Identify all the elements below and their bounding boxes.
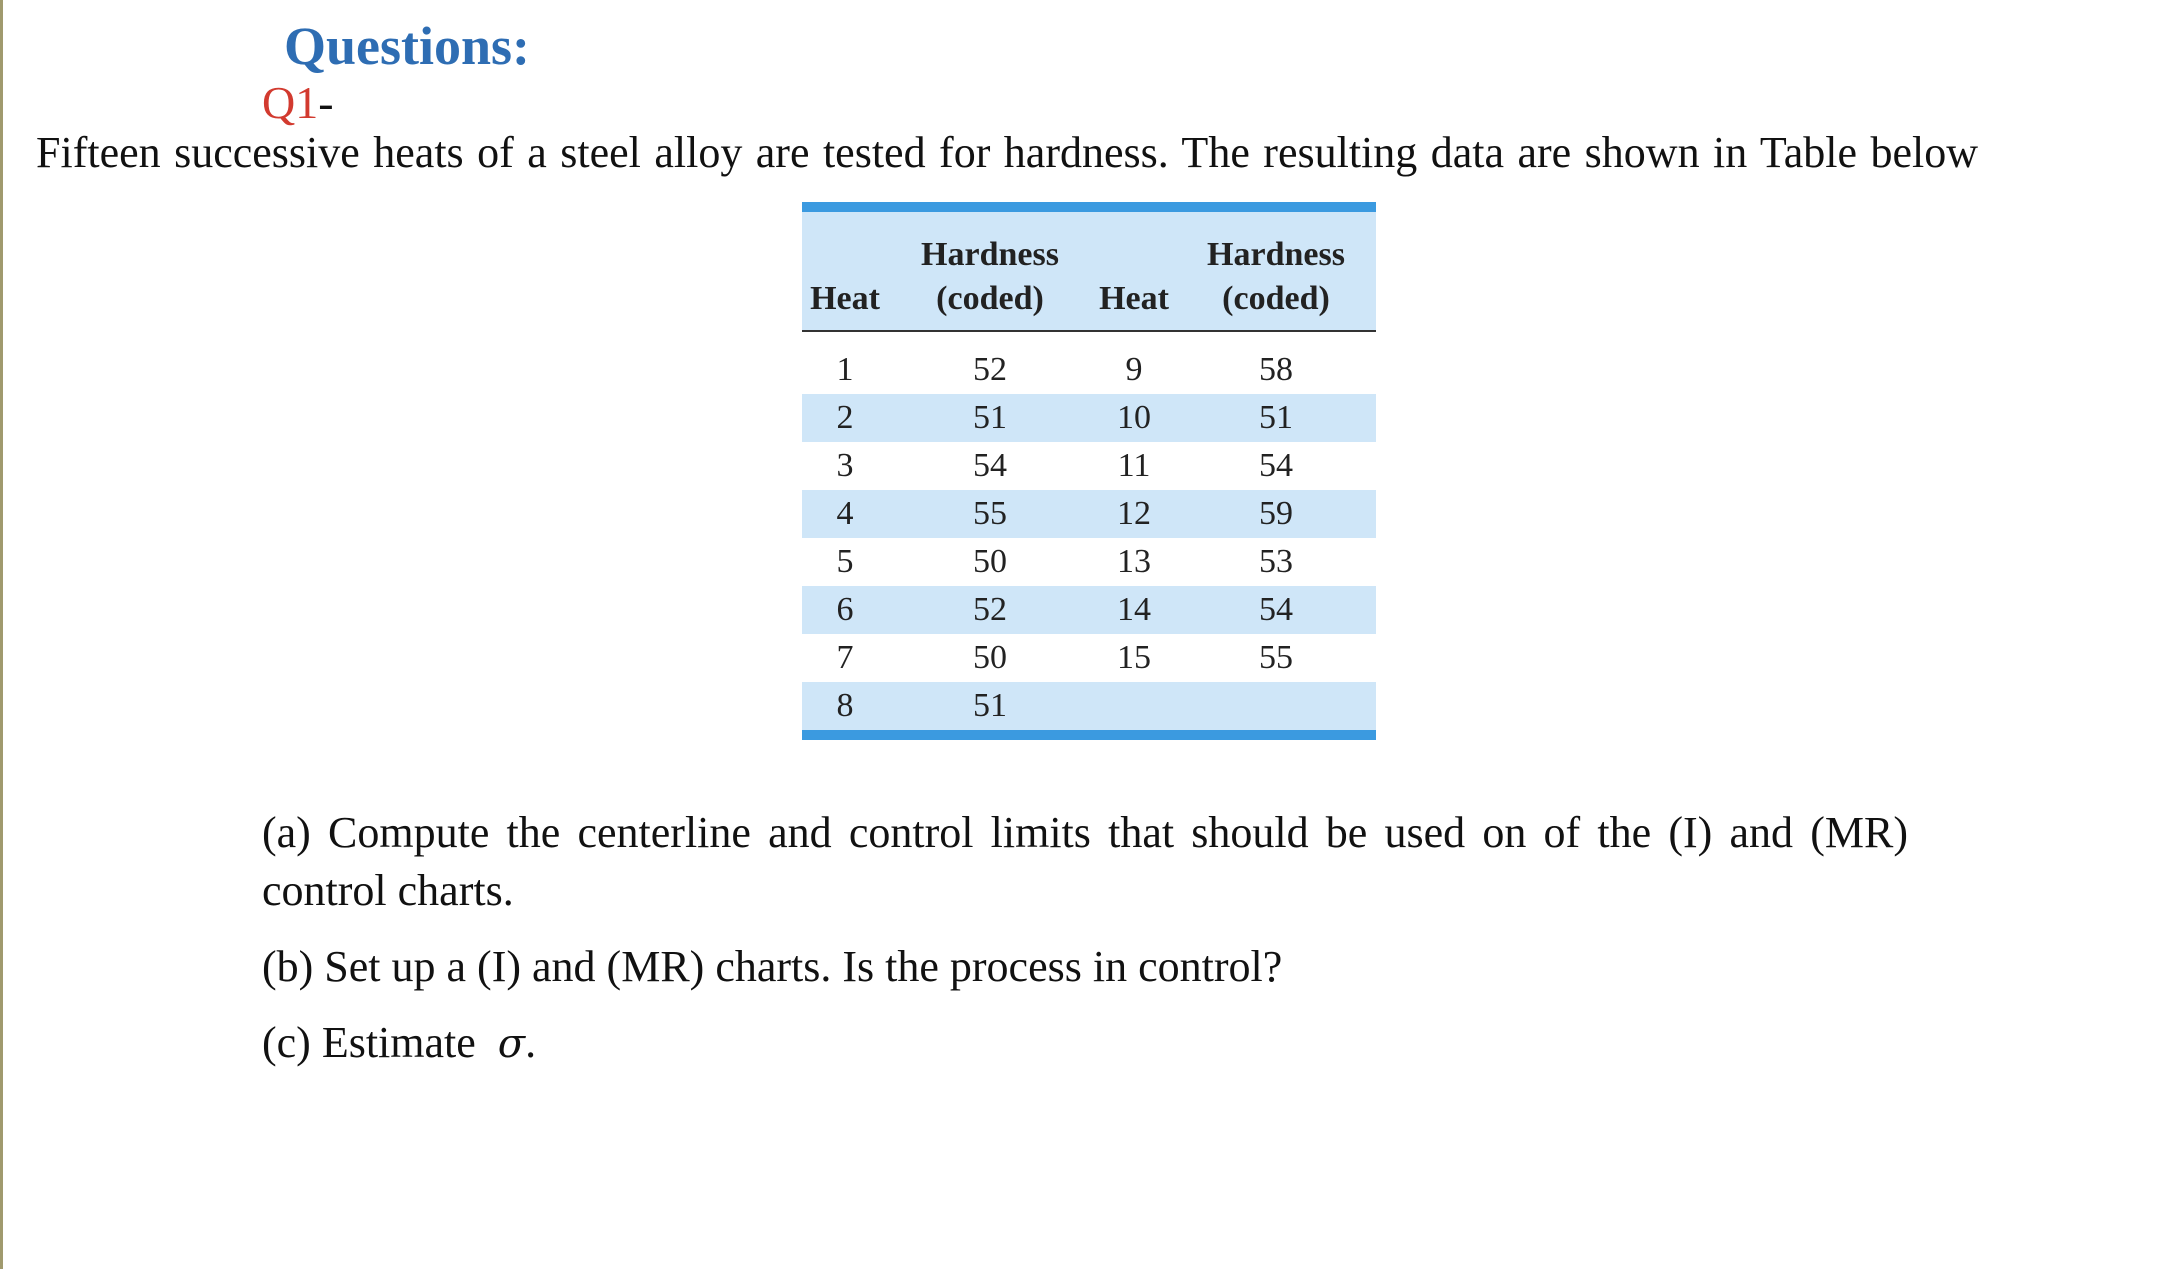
table-header-row-2	[802, 274, 1376, 331]
header-hardness-2-line1: Hardness	[1176, 212, 1376, 274]
cell-heat-2: 13	[1092, 538, 1176, 586]
header-empty	[1092, 212, 1176, 274]
header-hardness-1-line2: (coded)	[888, 274, 1092, 331]
cell-heat-2	[1092, 682, 1176, 730]
cell-hardness-1: 50	[888, 634, 1092, 682]
part-c-prefix: (c) Estimate	[262, 1018, 476, 1067]
cell-hardness-2: 55	[1176, 634, 1376, 682]
cell-hardness-1: 54	[888, 442, 1092, 490]
sigma-symbol: σ	[497, 1021, 526, 1067]
part-c	[262, 1014, 1908, 1073]
part-b: (b) Set up a (I) and (MR) charts. Is the process in control?	[262, 942, 1283, 991]
part-a: (a) Compute the centerline and control limits that should be used on of the (I) and (MR) control charts.	[262, 808, 1908, 915]
question-number-dash: -	[318, 77, 334, 128]
header-empty	[802, 212, 888, 274]
cell-hardness-2: 59	[1176, 490, 1376, 538]
question-parts	[262, 804, 1908, 1091]
header-heat-1: Heat	[802, 274, 888, 331]
table-bottom-bar	[802, 730, 1376, 740]
cell-heat-1: 3	[802, 442, 888, 490]
cell-hardness-2: 53	[1176, 538, 1376, 586]
cell-hardness-2: 54	[1176, 442, 1376, 490]
table-header-row-1	[802, 212, 1376, 274]
cell-heat-1: 2	[802, 394, 888, 442]
cell-heat-2: 12	[1092, 490, 1176, 538]
table-row	[802, 682, 1376, 730]
table-row	[802, 634, 1376, 682]
cell-heat-2: 14	[1092, 586, 1176, 634]
table-row	[802, 538, 1376, 586]
table-top-bar	[802, 202, 1376, 212]
cell-hardness-2: 51	[1176, 394, 1376, 442]
cell-hardness-1: 55	[888, 490, 1092, 538]
hardness-table	[802, 202, 1376, 740]
cell-heat-1: 7	[802, 634, 888, 682]
cell-heat-1: 1	[802, 331, 888, 394]
section-heading: Questions:	[284, 16, 531, 76]
cell-hardness-1: 51	[888, 682, 1092, 730]
cell-hardness-2	[1176, 682, 1376, 730]
question-number	[262, 75, 334, 130]
cell-heat-1: 4	[802, 490, 888, 538]
table-row	[802, 490, 1376, 538]
cell-heat-2: 15	[1092, 634, 1176, 682]
cell-hardness-1: 52	[888, 331, 1092, 394]
header-hardness-2-line2: (coded)	[1176, 274, 1376, 331]
question-intro: Fifteen successive heats of a steel alloy are tested for hardness. The resulting data are shown in Table below	[36, 128, 1978, 177]
table-row	[802, 394, 1376, 442]
header-heat-2: Heat	[1092, 274, 1176, 331]
header-hardness-1-line1: Hardness	[888, 212, 1092, 274]
cell-hardness-2: 58	[1176, 331, 1376, 394]
part-c-suffix: .	[525, 1018, 537, 1067]
page-left-border	[0, 0, 3, 1269]
cell-hardness-2: 54	[1176, 586, 1376, 634]
cell-heat-1: 6	[802, 586, 888, 634]
cell-heat-1: 5	[802, 538, 888, 586]
table-row	[802, 586, 1376, 634]
cell-hardness-1: 51	[888, 394, 1092, 442]
cell-hardness-1: 50	[888, 538, 1092, 586]
question-number-label: Q1	[262, 77, 319, 128]
table-row	[802, 331, 1376, 394]
cell-heat-1: 8	[802, 682, 888, 730]
cell-heat-2: 9	[1092, 331, 1176, 394]
cell-hardness-1: 52	[888, 586, 1092, 634]
table-row	[802, 442, 1376, 490]
cell-heat-2: 10	[1092, 394, 1176, 442]
cell-heat-2: 11	[1092, 442, 1176, 490]
